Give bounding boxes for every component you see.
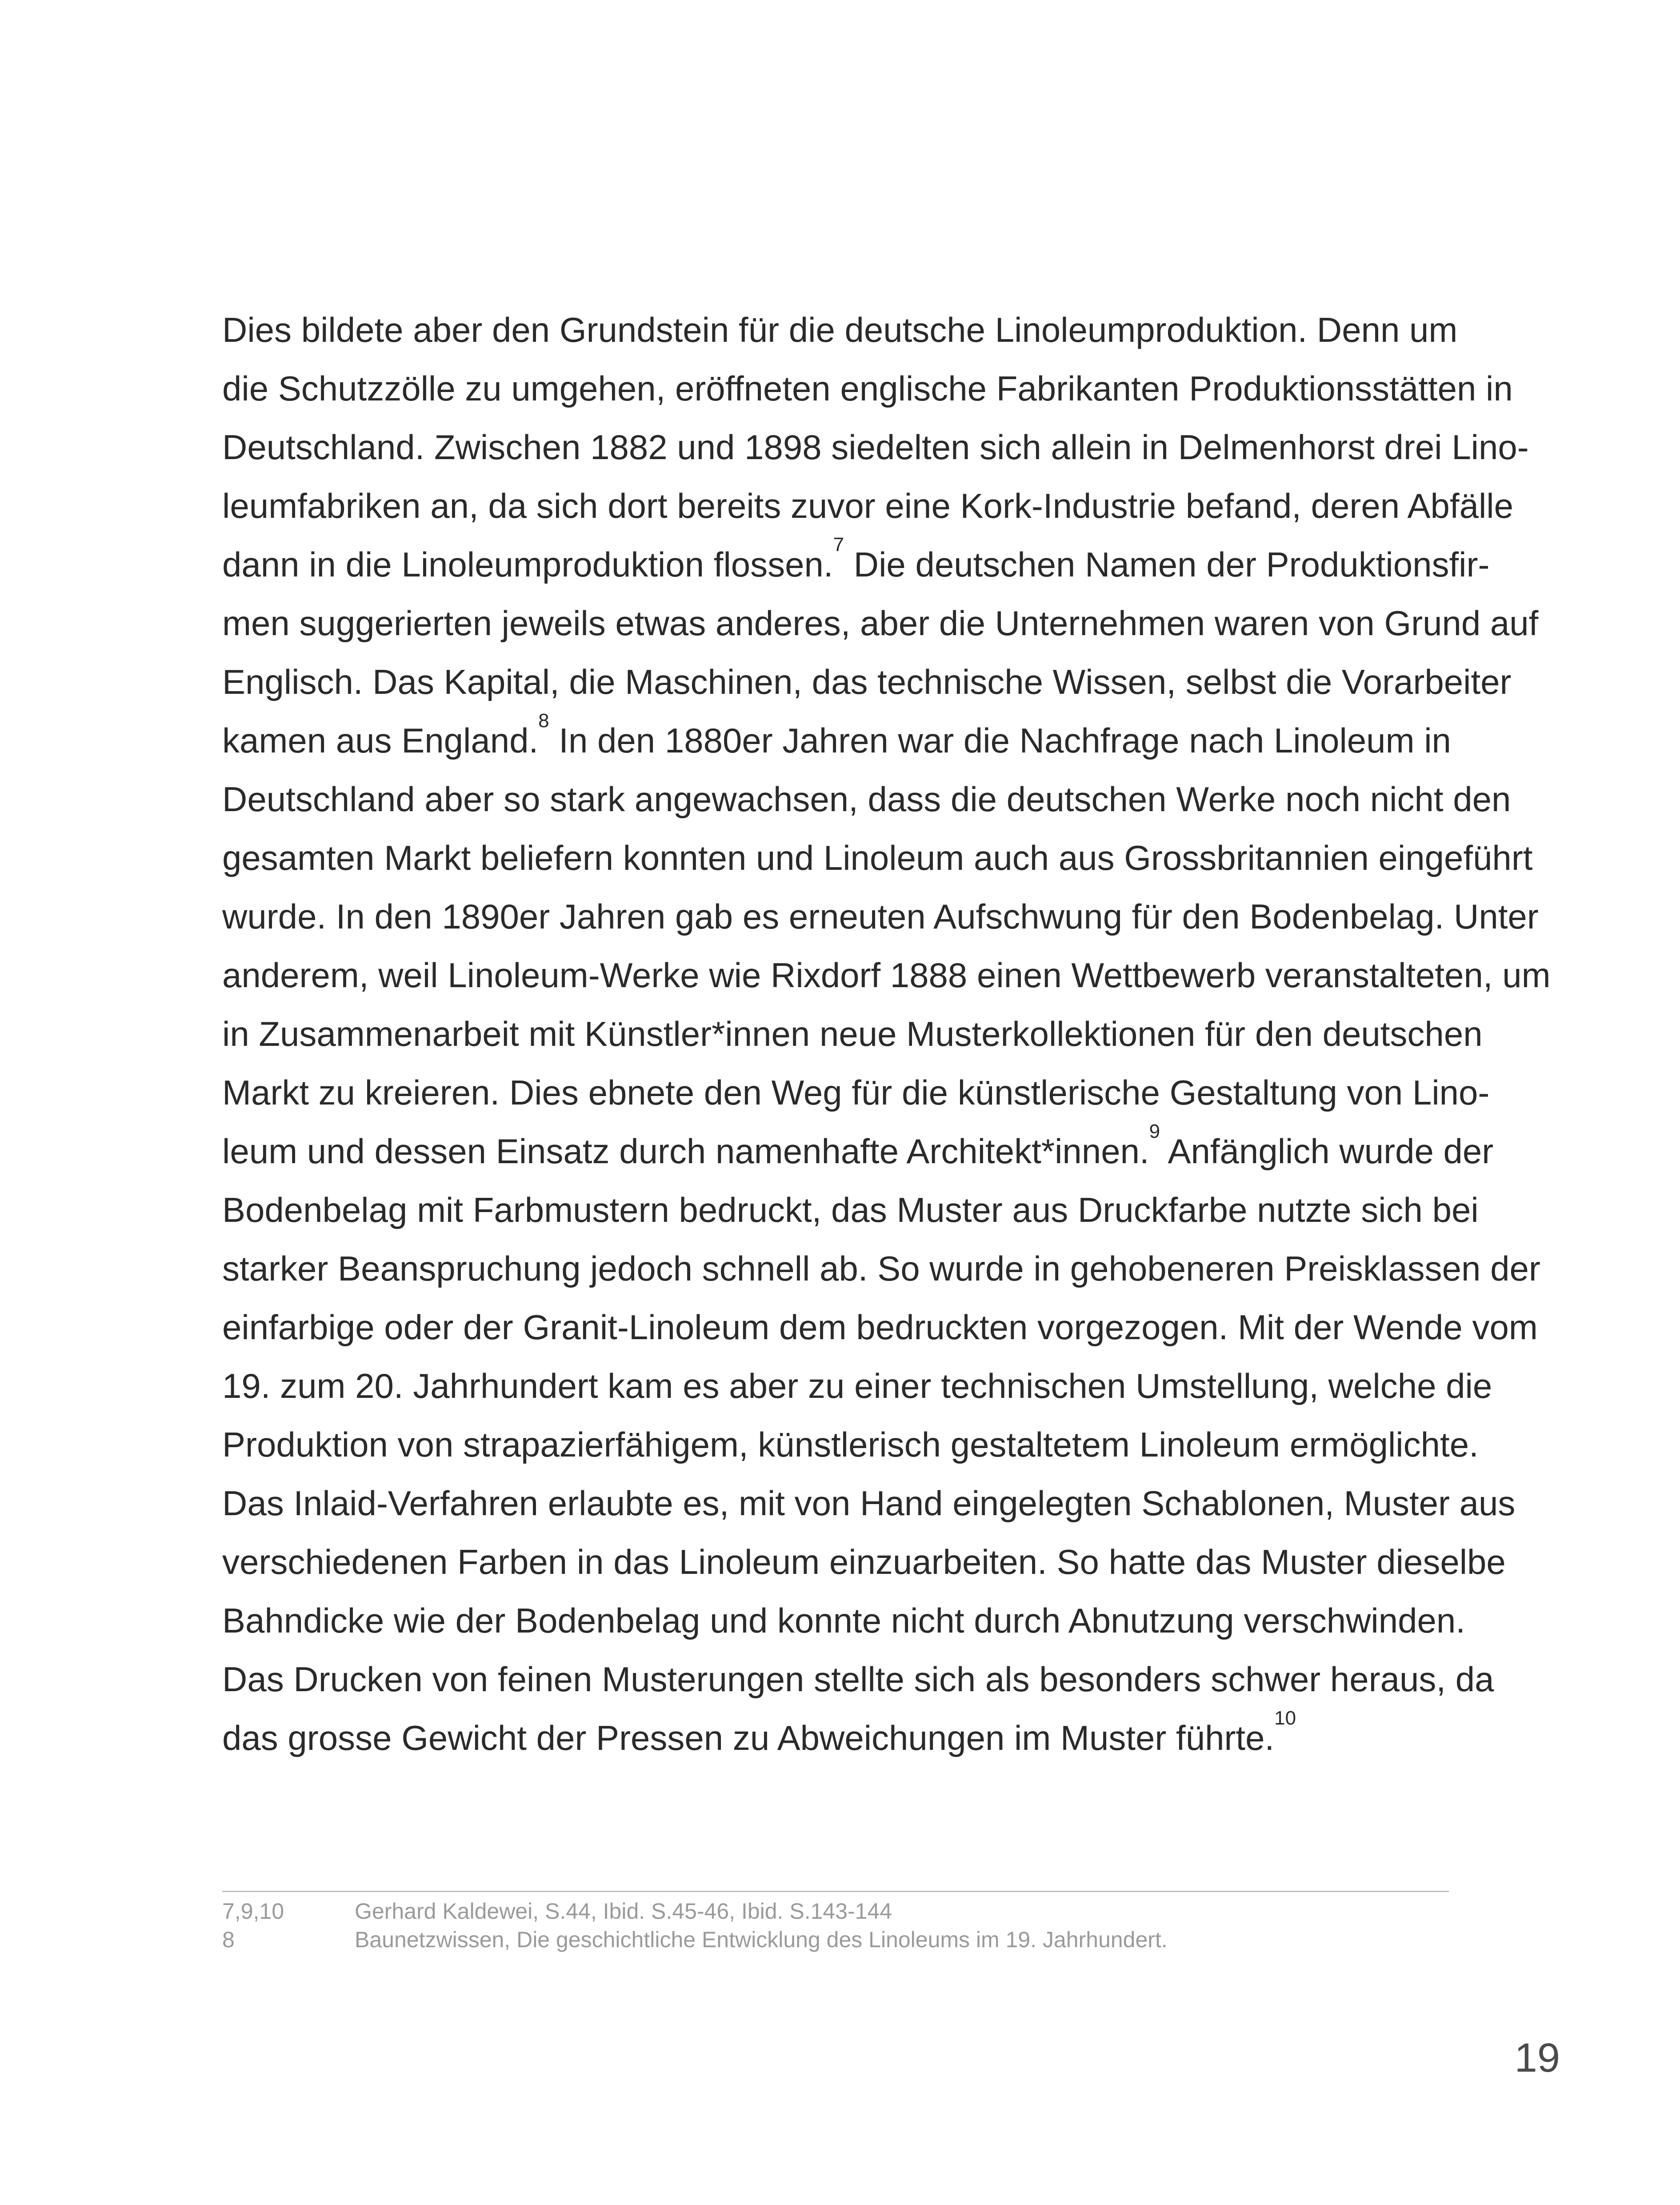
- footnote-item: [222, 1925, 1449, 1954]
- footnote-number: 7,9,10: [222, 1899, 284, 1924]
- text-line: [222, 534, 1490, 594]
- text-line: Bahndicke wie der Bodenbelag und konnte nicht durch Abnutzung verschwinden.: [222, 1601, 1465, 1640]
- text-segment: Anfänglich wurde der: [1160, 1132, 1494, 1171]
- footnote-number: 8: [222, 1927, 235, 1952]
- text-line: die Schutzzölle zu umgehen, eröffneten englische Fabrikanten Produktionsstätten in: [222, 369, 1513, 408]
- footnote-reference: 7: [833, 534, 844, 556]
- text-line: anderem, weil Linoleum-Werke wie Rixdorf 1888 einen Wettbewerb veranstalteten, um: [222, 956, 1551, 995]
- page-number: 19: [1514, 2035, 1560, 2081]
- text-segment: das grosse Gewicht der Pressen zu Abweichungen im Muster führte.: [222, 1718, 1275, 1757]
- text-line: Englisch. Das Kapital, die Maschinen, das technische Wissen, selbst die Vorarbeiter: [222, 662, 1512, 701]
- footnotes-list: [222, 1897, 1449, 1954]
- text-line: verschiedenen Farben in das Linoleum einzuarbeiten. So hatte das Muster dieselbe: [222, 1542, 1506, 1581]
- text-line: Bodenbelag mit Farbmustern bedruckt, das Muster aus Druckfarbe nutzte sich bei: [222, 1190, 1479, 1229]
- text-line: Markt zu kreieren. Dies ebnete den Weg für die künstlerische Gestaltung von Lino-: [222, 1073, 1490, 1112]
- text-line: wurde. In den 1890er Jahren gab es erneuten Aufschwung für den Bodenbelag. Unter: [222, 897, 1539, 936]
- footnote-reference: 9: [1149, 1121, 1160, 1142]
- footnote-text: Baunetzwissen, Die geschichtliche Entwicklung des Linoleums im 19. Jahrhundert.: [355, 1927, 1168, 1952]
- body-paragraph: [222, 300, 1551, 1767]
- text-segment: leum und dessen Einsatz durch namenhafte Architekt*innen.: [222, 1132, 1149, 1171]
- text-line: [222, 1121, 1494, 1181]
- text-line: starker Beanspruchung jedoch schnell ab. So wurde in gehobeneren Preisklassen der: [222, 1249, 1540, 1288]
- footnote-reference: 8: [538, 710, 549, 732]
- text-line: gesamten Markt beliefern konnten und Linoleum auch aus Grossbritannien eingeführt: [222, 838, 1533, 877]
- text-line: Deutschland. Zwischen 1882 und 1898 siedelten sich allein in Delmenhorst drei Lino-: [222, 428, 1529, 467]
- text-segment: In den 1880er Jahren war die Nachfrage nach Linoleum in: [549, 721, 1451, 760]
- text-line: Deutschland aber so stark angewachsen, dass die deutschen Werke noch nicht den: [222, 780, 1511, 819]
- text-segment: dann in die Linoleumproduktion flossen.: [222, 545, 833, 584]
- text-line: in Zusammenarbeit mit Künstler*innen neue Musterkollektionen für den deutschen: [222, 1014, 1483, 1053]
- text-segment: kamen aus England.: [222, 721, 539, 760]
- text-line: leumfabriken an, da sich dort bereits zuvor eine Kork-Industrie befand, deren Abfälle: [222, 486, 1514, 525]
- footnote-reference: 10: [1274, 1707, 1296, 1729]
- footnote-item: [222, 1897, 1449, 1925]
- footnote-divider: [222, 1891, 1449, 1892]
- text-line: einfarbige oder der Granit-Linoleum dem bedruckten vorgezogen. Mit der Wende vom: [222, 1308, 1538, 1347]
- text-line: Das Inlaid-Verfahren erlaubte es, mit von Hand eingelegten Schablonen, Muster aus: [222, 1484, 1516, 1523]
- text-line: 19. zum 20. Jahrhundert kam es aber zu einer technischen Umstellung, welche die: [222, 1366, 1492, 1405]
- text-segment: Die deutschen Namen der Produktionsfir-: [844, 545, 1490, 584]
- text-line: men suggerierten jeweils etwas anderes, aber die Unternehmen waren von Grund auf: [222, 604, 1539, 643]
- text-line: [222, 1709, 1449, 1767]
- text-line: [222, 711, 1449, 770]
- text-line: Das Drucken von feinen Musterungen stellte sich als besonders schwer heraus, da: [222, 1660, 1494, 1699]
- text-line: Produktion von strapazierfähigem, künstlerisch gestaltetem Linoleum ermöglichte.: [222, 1425, 1479, 1464]
- text-line: Dies bildete aber den Grundstein für die deutsche Linoleumproduktion. Denn um: [222, 310, 1458, 349]
- footnote-text: Gerhard Kaldewei, S.44, Ibid. S.45-46, Ibid. S.143-144: [355, 1899, 892, 1924]
